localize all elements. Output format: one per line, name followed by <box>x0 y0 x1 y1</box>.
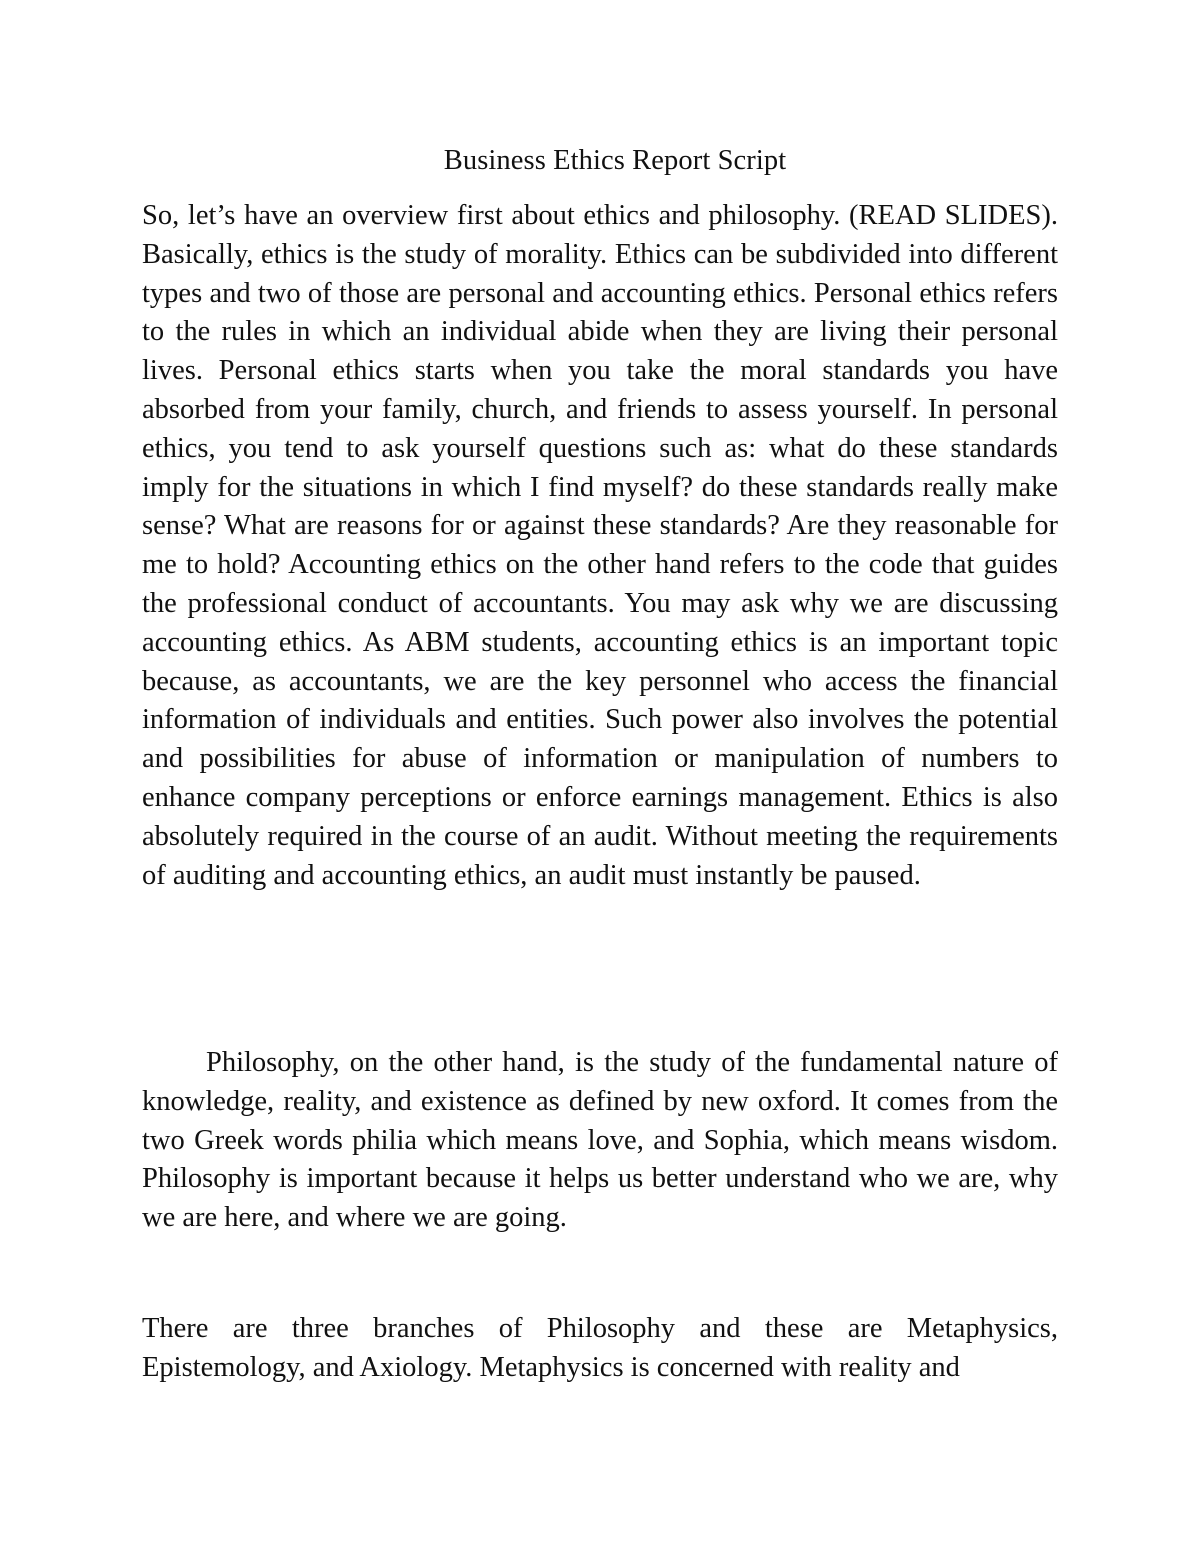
paragraph-philosophy-branches: There are three branches of Philosophy and these are Metaphysics, Epistemology, and Axiology. Metaphysics is concerned with reality and <box>142 1313 1058 1383</box>
paragraph-ethics-overview: So, let’s have an overview first about ethics and philosophy. (READ SLIDES). Basically, ethics is the study of morality. Ethics can be subdivided into different types and two of those are personal and accounting ethics. Personal ethics refers to the rules in which an individual abide when they are living their personal lives. Personal ethics starts when you take the moral standards you have absorbed from your family, church, and friends to assess yourself. In personal ethics, you tend to ask yourself questions such as: what do these standards imply for the situations in which I find myself? do these standards really make sense? What are reasons for or against these standards? Are they reasonable for me to hold? Accounting ethics on the other hand refers to the code that guides the professional conduct of accountants. You may ask why we are discussing accounting ethics. As ABM students, accounting ethics is an important topic because, as accountants, we are the key personnel who access the financial information of individuals and entities. Such power also involves the potential and possibilities for abuse of information or manipulation of numbers to enhance company perceptions or enforce earnings management. Ethics is also absolutely required in the course of an audit. Without meeting the requirements of auditing and accounting ethics, an audit must instantly be paused. <box>142 200 1058 891</box>
paragraph-philosophy-definition: Philosophy, on the other hand, is the study of the fundamental nature of knowledge, reality, and existence as defined by new oxford. It comes from the two Greek words philia which means love, and Sophia, which means wisdom. Philosophy is important because it helps us better understand who we are, why we are here, and where we are going. <box>142 1047 1058 1234</box>
document-title: Business Ethics Report Script <box>443 145 787 176</box>
